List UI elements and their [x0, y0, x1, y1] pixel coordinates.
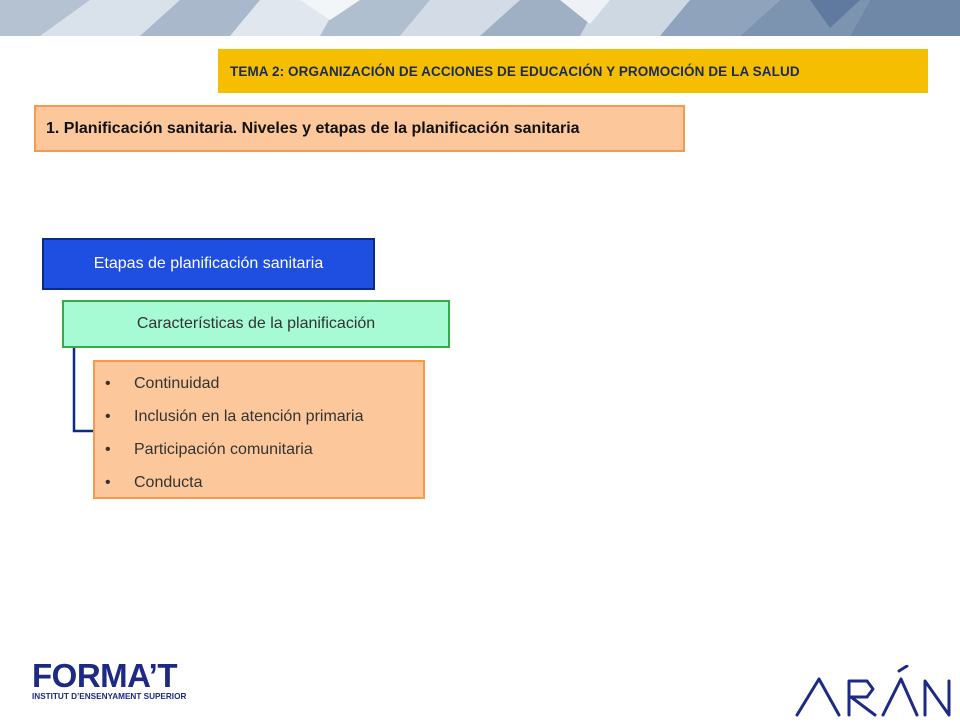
list-item-text: Inclusión en la atención primaria — [134, 408, 364, 425]
header-banner — [0, 0, 960, 36]
formart-logo — [32, 657, 202, 704]
list-item — [95, 468, 423, 501]
diagram-child-node: Características de la planificación — [62, 300, 450, 348]
diagram-root-node: Etapas de planificación sanitaria — [42, 238, 375, 290]
list-item — [95, 435, 423, 468]
list-item-text: Continuidad — [134, 375, 220, 392]
topic-banner: TEMA 2: ORGANIZACIÓN DE ACCIONES DE EDUCACIÓN Y PROMOCIÓN DE LA SALUD — [218, 49, 928, 93]
aran-logo — [795, 665, 955, 720]
list-item — [95, 369, 423, 402]
formart-logo-subtitle: INSTITUT D’ENSENYAMENT SUPERIOR — [32, 692, 187, 701]
aran-logo-mark — [795, 665, 955, 720]
bullet-icon: • — [105, 408, 111, 425]
formart-logo-title: FORMA’T — [32, 657, 177, 694]
bullet-icon: • — [105, 375, 111, 392]
list-item-text: Conducta — [134, 474, 203, 491]
list-item-text: Participación comunitaria — [134, 441, 313, 458]
characteristics-list — [93, 360, 425, 499]
list-item — [95, 402, 423, 435]
bullet-icon: • — [105, 441, 111, 458]
section-title: 1. Planificación sanitaria. Niveles y etapas de la planificación sanitaria — [34, 105, 685, 152]
bullet-icon: • — [105, 474, 111, 491]
